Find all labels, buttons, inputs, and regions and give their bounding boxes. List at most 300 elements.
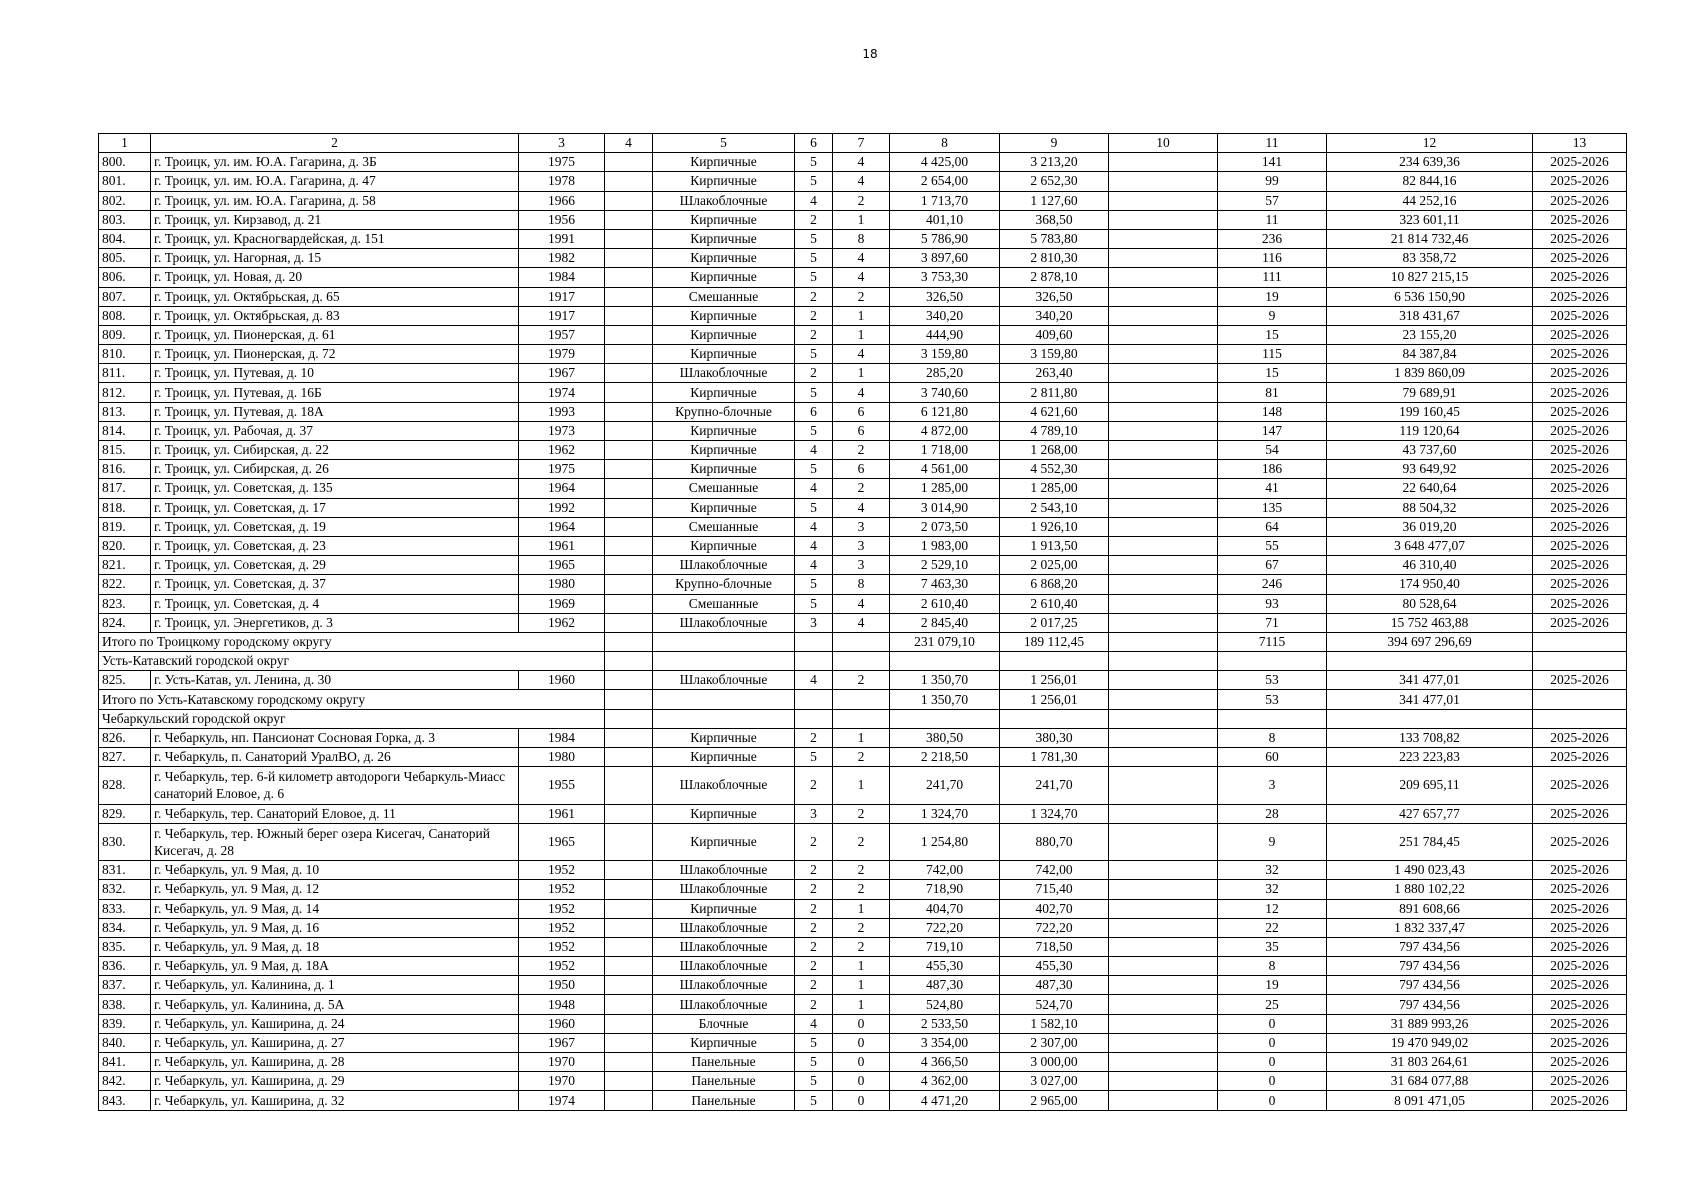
column-10 <box>1109 402 1218 421</box>
column-10 <box>1109 594 1218 613</box>
year-built: 1965 <box>519 823 605 860</box>
table-row <box>99 498 1627 517</box>
residents: 236 <box>1218 229 1327 248</box>
column-10 <box>1109 287 1218 306</box>
column-4 <box>605 918 653 937</box>
wall-material: Кирпичные <box>653 325 795 344</box>
address: г. Чебаркуль, ул. Каширина, д. 28 <box>151 1053 519 1072</box>
residents: 0 <box>1218 1091 1327 1110</box>
cost: 88 504,32 <box>1327 498 1533 517</box>
empty-cell <box>653 632 795 651</box>
column-number-header: 11 <box>1218 134 1327 153</box>
floors: 2 <box>795 995 833 1014</box>
period: 2025-2026 <box>1533 594 1627 613</box>
cost: 19 470 949,02 <box>1327 1033 1533 1052</box>
empty-cell <box>833 632 890 651</box>
total-area: 1 713,70 <box>890 191 1000 210</box>
total-area: 524,80 <box>890 995 1000 1014</box>
period: 2025-2026 <box>1533 957 1627 976</box>
wall-material: Смешанные <box>653 287 795 306</box>
floors: 5 <box>795 421 833 440</box>
empty-cell <box>1109 690 1218 709</box>
table-row <box>99 1091 1627 1110</box>
empty-cell <box>795 690 833 709</box>
residents: 19 <box>1218 287 1327 306</box>
cost: 82 844,16 <box>1327 172 1533 191</box>
cost: 23 155,20 <box>1327 325 1533 344</box>
year-built: 1962 <box>519 613 605 632</box>
period: 2025-2026 <box>1533 306 1627 325</box>
address: г. Троицк, ул. Путевая, д. 18А <box>151 402 519 421</box>
residents: 53 <box>1218 671 1327 690</box>
floors: 4 <box>795 517 833 536</box>
entrances: 6 <box>833 402 890 421</box>
period: 2025-2026 <box>1533 1072 1627 1091</box>
table-row <box>99 383 1627 402</box>
empty-cell <box>890 709 1000 728</box>
floors: 2 <box>795 937 833 956</box>
floors: 2 <box>795 325 833 344</box>
column-10 <box>1109 306 1218 325</box>
total-area: 487,30 <box>890 976 1000 995</box>
column-10 <box>1109 364 1218 383</box>
year-built: 1956 <box>519 210 605 229</box>
year-built: 1965 <box>519 556 605 575</box>
column-10 <box>1109 517 1218 536</box>
period: 2025-2026 <box>1533 498 1627 517</box>
period: 2025-2026 <box>1533 671 1627 690</box>
floors: 5 <box>795 1033 833 1052</box>
column-10 <box>1109 479 1218 498</box>
page-number: 18 <box>862 47 878 61</box>
cost: 15 752 463,88 <box>1327 613 1533 632</box>
table-row <box>99 1014 1627 1033</box>
residents: 116 <box>1218 249 1327 268</box>
address: г. Чебаркуль, ул. 9 Мая, д. 18 <box>151 937 519 956</box>
floors: 5 <box>795 1072 833 1091</box>
address: г. Троицк, ул. Рабочая, д. 37 <box>151 421 519 440</box>
cost: 36 019,20 <box>1327 517 1533 536</box>
cost: 1 880 102,22 <box>1327 880 1533 899</box>
table-row <box>99 995 1627 1014</box>
wall-material: Кирпичные <box>653 536 795 555</box>
total-area: 2 533,50 <box>890 1014 1000 1033</box>
table-row <box>99 287 1627 306</box>
address: г. Троицк, ул. Сибирская, д. 22 <box>151 441 519 460</box>
wall-material: Кирпичные <box>653 345 795 364</box>
empty-cell <box>653 709 795 728</box>
wall-material: Кирпичные <box>653 498 795 517</box>
row-number: 815. <box>99 441 151 460</box>
wall-material: Панельные <box>653 1091 795 1110</box>
column-4 <box>605 364 653 383</box>
year-built: 1967 <box>519 364 605 383</box>
living-area: 722,20 <box>1000 918 1109 937</box>
row-number: 831. <box>99 861 151 880</box>
total-area: 1 350,70 <box>890 671 1000 690</box>
living-area: 2 878,10 <box>1000 268 1109 287</box>
table-row <box>99 402 1627 421</box>
table-row <box>99 1053 1627 1072</box>
empty-cell <box>1533 632 1627 651</box>
year-built: 1952 <box>519 957 605 976</box>
row-number: 810. <box>99 345 151 364</box>
residents: 22 <box>1218 918 1327 937</box>
total-area: 1 983,00 <box>890 536 1000 555</box>
wall-material: Кирпичные <box>653 153 795 172</box>
entrances: 1 <box>833 306 890 325</box>
cost: 6 536 150,90 <box>1327 287 1533 306</box>
table-row <box>99 421 1627 440</box>
row-number: 818. <box>99 498 151 517</box>
empty-cell <box>833 690 890 709</box>
wall-material: Смешанные <box>653 594 795 613</box>
floors: 2 <box>795 767 833 804</box>
table-row <box>99 172 1627 191</box>
entrances: 4 <box>833 498 890 517</box>
cost-sum: 341 477,01 <box>1327 690 1533 709</box>
period: 2025-2026 <box>1533 421 1627 440</box>
column-4 <box>605 767 653 804</box>
total-row <box>99 690 1627 709</box>
living-area: 1 285,00 <box>1000 479 1109 498</box>
empty-cell <box>1109 709 1218 728</box>
floors: 5 <box>795 268 833 287</box>
living-area: 2 811,80 <box>1000 383 1109 402</box>
column-4 <box>605 210 653 229</box>
living-area: 524,70 <box>1000 995 1109 1014</box>
cost: 797 434,56 <box>1327 937 1533 956</box>
empty-cell <box>653 690 795 709</box>
entrances: 2 <box>833 748 890 767</box>
row-number: 833. <box>99 899 151 918</box>
wall-material: Шлакоблочные <box>653 937 795 956</box>
total-area: 3 354,00 <box>890 1033 1000 1052</box>
column-4 <box>605 671 653 690</box>
column-10 <box>1109 748 1218 767</box>
floors: 2 <box>795 210 833 229</box>
address: г. Троицк, ул. Советская, д. 37 <box>151 575 519 594</box>
floors: 2 <box>795 957 833 976</box>
column-4 <box>605 229 653 248</box>
floors: 2 <box>795 861 833 880</box>
table-row <box>99 306 1627 325</box>
residents: 246 <box>1218 575 1327 594</box>
section-heading: Усть-Катавский городской округ <box>99 652 605 671</box>
total-area-sum: 1 350,70 <box>890 690 1000 709</box>
entrances: 0 <box>833 1033 890 1052</box>
living-area: 409,60 <box>1000 325 1109 344</box>
year-built: 1969 <box>519 594 605 613</box>
column-4 <box>605 1053 653 1072</box>
residents: 0 <box>1218 1014 1327 1033</box>
total-area: 722,20 <box>890 918 1000 937</box>
column-4 <box>605 937 653 956</box>
entrances: 2 <box>833 191 890 210</box>
row-number: 821. <box>99 556 151 575</box>
year-built: 1952 <box>519 899 605 918</box>
period: 2025-2026 <box>1533 899 1627 918</box>
residents-sum: 53 <box>1218 690 1327 709</box>
entrances: 2 <box>833 861 890 880</box>
address: г. Чебаркуль, ул. 9 Мая, д. 14 <box>151 899 519 918</box>
living-area: 1 324,70 <box>1000 804 1109 823</box>
floors: 4 <box>795 1014 833 1033</box>
table-row <box>99 823 1627 860</box>
period: 2025-2026 <box>1533 575 1627 594</box>
year-built: 1991 <box>519 229 605 248</box>
living-area: 3 213,20 <box>1000 153 1109 172</box>
row-number: 805. <box>99 249 151 268</box>
address: г. Троицк, ул. Энергетиков, д. 3 <box>151 613 519 632</box>
period: 2025-2026 <box>1533 153 1627 172</box>
cost: 31 803 264,61 <box>1327 1053 1533 1072</box>
cost: 21 814 732,46 <box>1327 229 1533 248</box>
wall-material: Кирпичные <box>653 728 795 747</box>
total-area: 1 254,80 <box>890 823 1000 860</box>
entrances: 0 <box>833 1053 890 1072</box>
residents: 148 <box>1218 402 1327 421</box>
column-4 <box>605 460 653 479</box>
row-number: 802. <box>99 191 151 210</box>
year-built: 1970 <box>519 1053 605 1072</box>
year-built: 1961 <box>519 536 605 555</box>
total-area: 1 324,70 <box>890 804 1000 823</box>
row-number: 824. <box>99 613 151 632</box>
entrances: 1 <box>833 767 890 804</box>
row-number: 830. <box>99 823 151 860</box>
residents: 8 <box>1218 728 1327 747</box>
entrances: 4 <box>833 268 890 287</box>
living-area: 1 268,00 <box>1000 441 1109 460</box>
wall-material: Кирпичные <box>653 210 795 229</box>
floors: 5 <box>795 172 833 191</box>
cost: 323 601,11 <box>1327 210 1533 229</box>
total-label: Итого по Троицкому городскому округу <box>99 632 605 651</box>
floors: 2 <box>795 728 833 747</box>
living-area: 6 868,20 <box>1000 575 1109 594</box>
living-area-sum: 189 112,45 <box>1000 632 1109 651</box>
row-number: 829. <box>99 804 151 823</box>
cost: 1 490 023,43 <box>1327 861 1533 880</box>
empty-cell <box>1533 652 1627 671</box>
entrances: 2 <box>833 918 890 937</box>
row-number: 841. <box>99 1053 151 1072</box>
year-built: 1955 <box>519 767 605 804</box>
living-area: 2 017,25 <box>1000 613 1109 632</box>
year-built: 1967 <box>519 1033 605 1052</box>
column-10 <box>1109 325 1218 344</box>
column-10 <box>1109 1014 1218 1033</box>
total-area: 455,30 <box>890 957 1000 976</box>
address: г. Троицк, ул. Путевая, д. 16Б <box>151 383 519 402</box>
table-row <box>99 1033 1627 1052</box>
living-area: 715,40 <box>1000 880 1109 899</box>
wall-material: Кирпичные <box>653 229 795 248</box>
wall-material: Шлакоблочные <box>653 957 795 976</box>
entrances: 6 <box>833 421 890 440</box>
period: 2025-2026 <box>1533 268 1627 287</box>
table-row <box>99 767 1627 804</box>
year-built: 1984 <box>519 728 605 747</box>
column-4 <box>605 249 653 268</box>
period: 2025-2026 <box>1533 804 1627 823</box>
period: 2025-2026 <box>1533 556 1627 575</box>
living-area: 3 027,00 <box>1000 1072 1109 1091</box>
column-number-header: 7 <box>833 134 890 153</box>
period: 2025-2026 <box>1533 172 1627 191</box>
row-number: 801. <box>99 172 151 191</box>
column-4 <box>605 823 653 860</box>
row-number: 811. <box>99 364 151 383</box>
total-area: 7 463,30 <box>890 575 1000 594</box>
total-area: 6 121,80 <box>890 402 1000 421</box>
section-heading-row <box>99 652 1627 671</box>
living-area: 4 552,30 <box>1000 460 1109 479</box>
entrances: 1 <box>833 995 890 1014</box>
table-row <box>99 976 1627 995</box>
cost: 797 434,56 <box>1327 995 1533 1014</box>
section-heading-row <box>99 709 1627 728</box>
column-4 <box>605 957 653 976</box>
living-area: 4 621,60 <box>1000 402 1109 421</box>
residents: 81 <box>1218 383 1327 402</box>
living-area: 402,70 <box>1000 899 1109 918</box>
column-10 <box>1109 498 1218 517</box>
empty-cell <box>1533 690 1627 709</box>
address: г. Чебаркуль, ул. Каширина, д. 32 <box>151 1091 519 1110</box>
address: г. Чебаркуль, ул. Калинина, д. 5А <box>151 995 519 1014</box>
cost: 93 649,92 <box>1327 460 1533 479</box>
column-10 <box>1109 880 1218 899</box>
wall-material: Кирпичные <box>653 421 795 440</box>
column-10 <box>1109 1033 1218 1052</box>
column-10 <box>1109 383 1218 402</box>
wall-material: Кирпичные <box>653 823 795 860</box>
column-10 <box>1109 575 1218 594</box>
period: 2025-2026 <box>1533 460 1627 479</box>
floors: 4 <box>795 191 833 210</box>
residents: 93 <box>1218 594 1327 613</box>
empty-cell <box>1218 709 1327 728</box>
table-row <box>99 229 1627 248</box>
row-number: 808. <box>99 306 151 325</box>
total-area: 4 366,50 <box>890 1053 1000 1072</box>
total-area: 719,10 <box>890 937 1000 956</box>
column-10 <box>1109 1091 1218 1110</box>
living-area: 380,30 <box>1000 728 1109 747</box>
column-4 <box>605 728 653 747</box>
address: г. Троицк, ул. Советская, д. 23 <box>151 536 519 555</box>
residents: 135 <box>1218 498 1327 517</box>
empty-cell <box>1000 652 1109 671</box>
residents: 32 <box>1218 880 1327 899</box>
column-10 <box>1109 153 1218 172</box>
year-built: 1960 <box>519 1014 605 1033</box>
living-area: 1 913,50 <box>1000 536 1109 555</box>
total-area: 4 425,00 <box>890 153 1000 172</box>
period: 2025-2026 <box>1533 1033 1627 1052</box>
residents: 15 <box>1218 325 1327 344</box>
entrances: 2 <box>833 479 890 498</box>
living-area: 4 789,10 <box>1000 421 1109 440</box>
column-4 <box>605 479 653 498</box>
wall-material: Шлакоблочные <box>653 918 795 937</box>
table-row <box>99 536 1627 555</box>
address: г. Чебаркуль, ул. Каширина, д. 27 <box>151 1033 519 1052</box>
column-10 <box>1109 613 1218 632</box>
column-4 <box>605 498 653 517</box>
total-area: 1 718,00 <box>890 441 1000 460</box>
year-built: 1952 <box>519 918 605 937</box>
wall-material: Шлакоблочные <box>653 861 795 880</box>
wall-material: Панельные <box>653 1053 795 1072</box>
cost: 46 310,40 <box>1327 556 1533 575</box>
entrances: 3 <box>833 536 890 555</box>
row-number: 800. <box>99 153 151 172</box>
column-number-header: 10 <box>1109 134 1218 153</box>
residents: 55 <box>1218 536 1327 555</box>
empty-cell <box>1218 652 1327 671</box>
year-built: 1948 <box>519 995 605 1014</box>
entrances: 1 <box>833 364 890 383</box>
living-area: 263,40 <box>1000 364 1109 383</box>
total-area: 3 159,80 <box>890 345 1000 364</box>
period: 2025-2026 <box>1533 325 1627 344</box>
year-built: 1984 <box>519 268 605 287</box>
column-4 <box>605 153 653 172</box>
housing-registry-table <box>98 133 1627 1111</box>
living-area: 368,50 <box>1000 210 1109 229</box>
wall-material: Шлакоблочные <box>653 556 795 575</box>
cost: 3 648 477,07 <box>1327 536 1533 555</box>
residents: 54 <box>1218 441 1327 460</box>
address: г. Чебаркуль, ул. Калинина, д. 1 <box>151 976 519 995</box>
floors: 4 <box>795 536 833 555</box>
cost: 133 708,82 <box>1327 728 1533 747</box>
address: г. Троицк, ул. Кирзавод, д. 21 <box>151 210 519 229</box>
table-row <box>99 364 1627 383</box>
entrances: 8 <box>833 229 890 248</box>
column-4 <box>605 748 653 767</box>
cost: 427 657,77 <box>1327 804 1533 823</box>
period: 2025-2026 <box>1533 441 1627 460</box>
column-number-header: 6 <box>795 134 833 153</box>
floors: 5 <box>795 345 833 364</box>
total-area: 444,90 <box>890 325 1000 344</box>
entrances: 1 <box>833 210 890 229</box>
table-row <box>99 268 1627 287</box>
section-heading: Чебаркульский городской округ <box>99 709 605 728</box>
cost: 44 252,16 <box>1327 191 1533 210</box>
column-number-header: 9 <box>1000 134 1109 153</box>
empty-cell <box>833 709 890 728</box>
period: 2025-2026 <box>1533 383 1627 402</box>
residents: 186 <box>1218 460 1327 479</box>
year-built: 1964 <box>519 479 605 498</box>
cost: 31 684 077,88 <box>1327 1072 1533 1091</box>
residents: 0 <box>1218 1072 1327 1091</box>
column-4 <box>605 536 653 555</box>
column-4 <box>605 345 653 364</box>
entrances: 4 <box>833 172 890 191</box>
period: 2025-2026 <box>1533 918 1627 937</box>
column-number-header: 3 <box>519 134 605 153</box>
period: 2025-2026 <box>1533 229 1627 248</box>
residents: 15 <box>1218 364 1327 383</box>
column-10 <box>1109 556 1218 575</box>
cost: 31 889 993,26 <box>1327 1014 1533 1033</box>
